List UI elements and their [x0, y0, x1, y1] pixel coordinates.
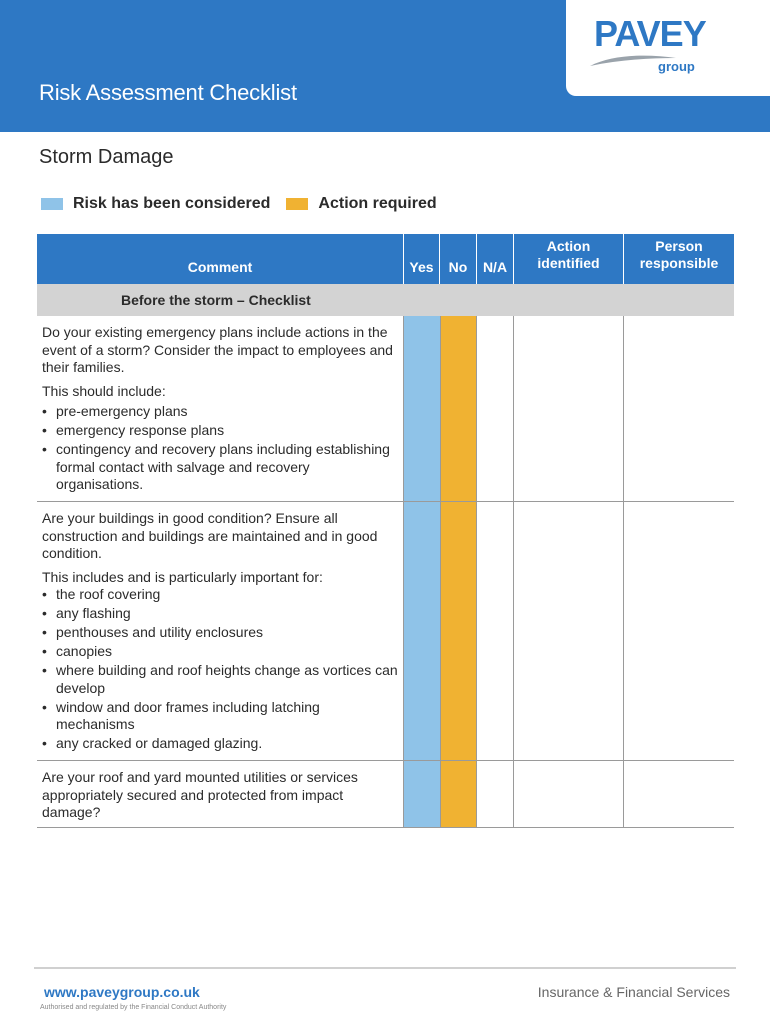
legend-label-considered: Risk has been considered [73, 195, 271, 212]
column-header-na-label: N/A [482, 259, 508, 275]
column-divider [476, 316, 477, 501]
list-item: • any cracked or damaged glazing. [42, 735, 398, 753]
comment-paragraph: Do your existing emergency plans include actions in the event of a storm? Consider the impact to employees and their families. [42, 324, 393, 375]
column-header-person-line1: Person [655, 238, 703, 254]
na-cell[interactable] [477, 502, 513, 760]
yes-cell[interactable] [403, 316, 440, 501]
na-cell[interactable] [477, 316, 513, 501]
action-identified-cell[interactable] [514, 761, 623, 827]
column-header-yes [404, 234, 439, 284]
list-item: • where building and roof heights change as vortices can develop [42, 662, 398, 697]
list-item: • any flashing [42, 605, 398, 623]
column-header-comment [37, 234, 403, 284]
logo-wordmark: PAVEY [594, 13, 706, 54]
checklist-table [37, 234, 734, 828]
website-link[interactable]: www.paveygroup.co.uk [44, 984, 200, 1000]
action-identified-cell[interactable] [514, 502, 623, 760]
column-header-action [514, 234, 623, 284]
document-title: Risk Assessment Checklist [39, 80, 297, 105]
column-divider [403, 502, 404, 760]
table-header [37, 234, 734, 284]
column-divider [440, 502, 441, 760]
section-title: Storm Damage [39, 146, 174, 168]
column-header-no [440, 234, 476, 284]
column-header-no-label: No [448, 259, 468, 275]
column-header-action-line1: Action [546, 238, 591, 254]
yes-cell[interactable] [403, 502, 440, 760]
column-divider [623, 761, 624, 827]
column-divider [623, 502, 624, 760]
footer-divider [34, 967, 736, 969]
column-divider [440, 316, 441, 501]
column-divider [513, 316, 514, 501]
legend-item-considered [41, 195, 270, 213]
table-row [37, 502, 734, 761]
comment-cell [37, 761, 403, 828]
column-header-person [624, 234, 734, 284]
footer-tagline: Insurance & Financial Services [537, 984, 730, 1000]
column-header-na [477, 234, 513, 284]
list-item: • penthouses and utility enclosures [42, 624, 398, 642]
yes-cell[interactable] [403, 761, 440, 827]
legend-swatch-orange [286, 198, 308, 210]
column-divider [513, 502, 514, 760]
column-divider [513, 761, 514, 827]
header-band [0, 0, 770, 132]
person-responsible-cell[interactable] [624, 502, 734, 760]
legend-item-action [286, 195, 436, 213]
list-item: • the roof covering [42, 586, 398, 604]
logo-group-text: group [658, 59, 695, 74]
person-responsible-cell[interactable] [624, 761, 734, 827]
list-item: • emergency response plans [42, 422, 398, 440]
column-divider [623, 316, 624, 501]
column-header-comment-label: Comment [187, 259, 253, 275]
column-divider [440, 761, 441, 827]
comment-bullet-list [42, 586, 398, 753]
list-item: • window and door frames including latching mechanisms [42, 699, 398, 734]
comment-paragraph: This should include: [42, 382, 166, 399]
table-subheading-label: Before the storm – Checklist [121, 292, 311, 308]
legend-swatch-blue [41, 198, 63, 210]
legend [41, 194, 437, 214]
column-header-yes-label: Yes [409, 259, 434, 275]
list-item: • canopies [42, 643, 398, 661]
table-row [37, 761, 734, 828]
company-logo [566, 0, 770, 96]
table-row [37, 316, 734, 502]
column-divider [403, 761, 404, 827]
comment-cell [37, 502, 403, 754]
column-header-action-line2: identified [537, 255, 600, 271]
table-subheading [37, 284, 734, 316]
column-header-person-line2: responsible [639, 255, 719, 271]
no-cell[interactable] [440, 316, 477, 501]
column-divider [403, 316, 404, 501]
action-identified-cell[interactable] [514, 316, 623, 501]
column-divider [476, 761, 477, 827]
comment-paragraph: Are your buildings in good condition? Ensure all construction and buildings are maintained and in good condition. [42, 510, 378, 561]
column-divider [476, 502, 477, 760]
footer-legal-notice: Authorised and regulated by the Financial Conduct Authority [40, 1004, 227, 1011]
list-item: • pre-emergency plans [42, 403, 398, 421]
no-cell[interactable] [440, 502, 477, 760]
legend-label-action: Action required [318, 195, 437, 212]
comment-bullet-list [42, 403, 398, 494]
comment-cell [37, 316, 403, 495]
na-cell[interactable] [477, 761, 513, 827]
comment-paragraph: This includes and is particularly important for: [42, 568, 323, 585]
list-item: • contingency and recovery plans including establishing formal contact with salvage and recovery organisations. [42, 441, 398, 494]
no-cell[interactable] [440, 761, 477, 827]
comment-paragraph: Are your roof and yard mounted utilities or services appropriately secured and protected from impact damage? [42, 769, 358, 820]
person-responsible-cell[interactable] [624, 316, 734, 501]
